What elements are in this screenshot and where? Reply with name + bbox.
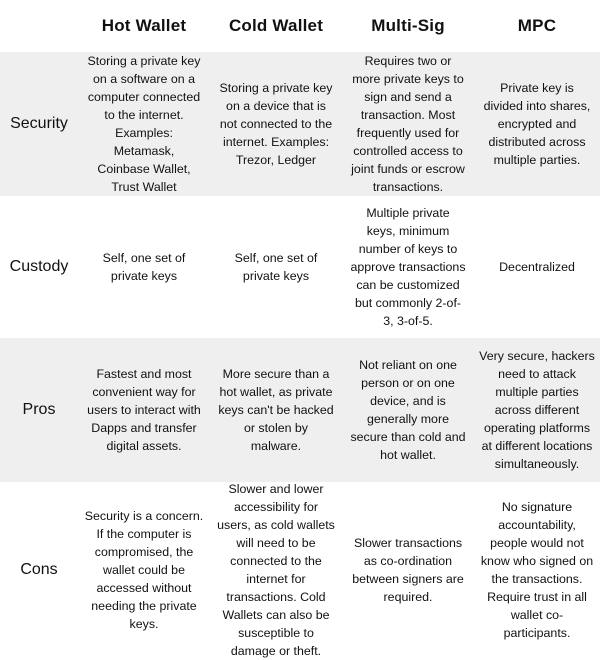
- row-label-security: Security: [10, 115, 68, 132]
- cell-cons-multi-sig: Slower transactions as co-ordination between signers are required.: [352, 536, 464, 604]
- cell-cons-cold-wallet: Slower and lower accessibility for users, as cold wallets will need to be connected to the internet for transactions. Cold Wallets can also be susceptible to damage or theft.: [217, 482, 335, 658]
- cell-cons-mpc: No signature accountability, people would not know who signed on the transactions. Require trust in all wallet co- participants.: [480, 500, 594, 640]
- row-label-pros: Pros: [22, 401, 56, 418]
- cell-custody-cold-wallet: Self, one set of private keys: [234, 251, 318, 283]
- row-label-custody: Custody: [9, 258, 69, 275]
- cell-pros-mpc: Very secure, hackers need to attack multiple parties across different operating platforms at different locations simultaneously.: [479, 349, 595, 471]
- cell-custody-mpc: Decentralized: [499, 260, 575, 274]
- column-header-hot-wallet: Hot Wallet: [101, 16, 187, 35]
- cell-security-hot-wallet: Storing a private key on a software on a computer connected to the internet. Examples: Metamask, Coinbase Wallet, Trust Wallet: [87, 54, 201, 194]
- column-header-cold-wallet: Cold Wallet: [228, 16, 324, 35]
- cell-security-mpc: Private key is divided into shares, encrypted and distributed across multiple parties.: [483, 81, 591, 167]
- column-header-mpc: MPC: [517, 16, 557, 35]
- cell-pros-hot-wallet: Fastest and most convenient way for users to interact with Dapps and transfer digital assets.: [87, 367, 201, 453]
- row-label-cons: Cons: [20, 561, 58, 578]
- cell-custody-hot-wallet: Self, one set of private keys: [102, 251, 186, 283]
- cell-pros-multi-sig: Not reliant on one person or on one device, and is generally more secure than cold and hot wallet.: [350, 358, 466, 462]
- cell-security-cold-wallet: Storing a private key on a device that is not connected to the internet. Examples: Trezor, Ledger: [219, 81, 333, 167]
- cell-cons-hot-wallet: Security is a concern. If the computer is compromised, the wallet could be accessed without needing the private keys.: [84, 509, 204, 631]
- cell-custody-multi-sig: Multiple private keys, minimum number of keys to approve transactions can be customized but commonly 2-of- 3, 3-of-5.: [350, 206, 466, 328]
- cell-pros-cold-wallet: More secure than a hot wallet, as private keys can't be hacked or stolen by malware.: [218, 367, 334, 453]
- cell-security-multi-sig: Requires two or more private keys to sign and send a transaction. Most frequently used for controlled access to joint funds or escrow transactions.: [351, 54, 465, 194]
- column-header-multi-sig: Multi-Sig: [371, 16, 445, 35]
